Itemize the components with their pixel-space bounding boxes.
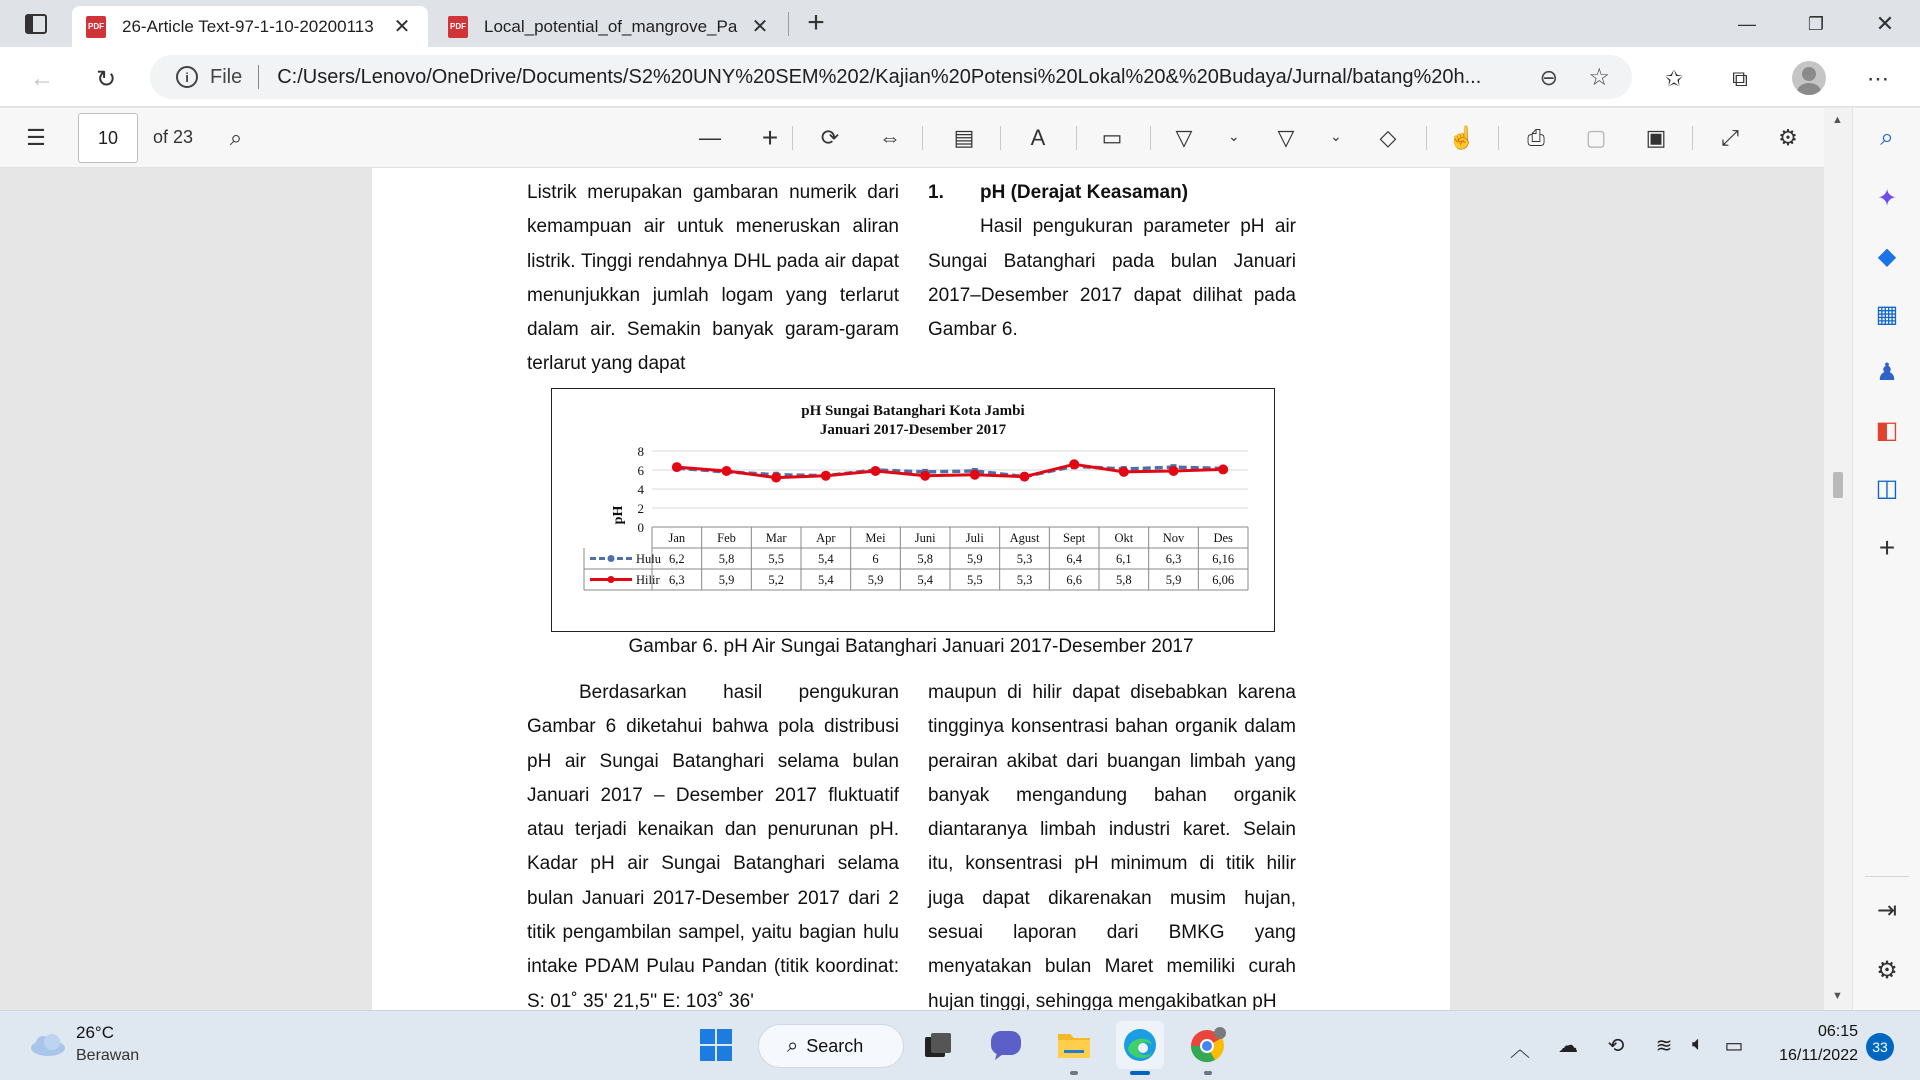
page-number-input[interactable]: 10 xyxy=(78,113,138,163)
right-column-top xyxy=(928,176,1296,347)
pdf-toolbar xyxy=(0,108,1824,168)
chevron-down-icon[interactable]: ⌄ xyxy=(1228,128,1240,144)
tab-article-text[interactable] xyxy=(72,6,428,47)
data-point xyxy=(722,466,732,476)
add-icon[interactable]: + xyxy=(1878,532,1896,563)
url-scheme: File xyxy=(210,65,243,88)
data-point xyxy=(970,470,980,480)
chart xyxy=(552,389,1274,631)
minimize-button[interactable]: — xyxy=(1738,13,1756,34)
figure-chart xyxy=(551,388,1275,632)
volume-icon[interactable]: 🔈︎ xyxy=(1692,1033,1704,1055)
x-tick-label: Apr xyxy=(816,531,836,545)
data-point xyxy=(920,471,930,481)
tab-divider xyxy=(788,12,789,36)
data-label: 5,9 xyxy=(867,573,884,587)
toolbar-divider xyxy=(1498,126,1499,150)
eraser-icon[interactable]: ◇ xyxy=(1379,125,1397,150)
close-icon[interactable]: ✕ xyxy=(393,16,411,38)
zoom-in-icon[interactable]: + xyxy=(761,122,779,153)
series-line-hilir xyxy=(677,464,1223,477)
games-icon[interactable]: ♟ xyxy=(1876,358,1898,386)
scrollbar-thumb[interactable] xyxy=(1833,472,1843,498)
file-explorer-button[interactable] xyxy=(1050,1021,1098,1069)
edge-sidebar xyxy=(1852,108,1920,1010)
pdf-viewer[interactable] xyxy=(0,168,1824,1010)
contents-icon[interactable]: ☰ xyxy=(26,125,46,150)
print-icon[interactable]: ⎙ xyxy=(1527,125,1545,150)
clock-date[interactable]: 16/11/2022 xyxy=(1779,1047,1858,1064)
tab-local-potential[interactable] xyxy=(434,6,786,47)
x-tick-label: Mar xyxy=(765,531,787,545)
page-total: of 23 xyxy=(153,127,194,147)
data-point xyxy=(821,471,831,481)
shopping-icon[interactable]: ◆ xyxy=(1877,242,1897,270)
section-heading xyxy=(928,176,1296,210)
chart-subtitle: Januari 2017-Desember 2017 xyxy=(819,422,1007,438)
save-as-icon[interactable]: ▣ xyxy=(1645,125,1667,150)
task-view-button[interactable] xyxy=(914,1021,962,1069)
avatar[interactable] xyxy=(1792,61,1826,95)
chrome-icon xyxy=(1189,1026,1227,1064)
data-point xyxy=(672,462,682,472)
data-label: 6,1 xyxy=(1116,552,1132,566)
text-box-icon[interactable]: ▭ xyxy=(1101,125,1123,150)
toolbar-divider xyxy=(792,126,793,150)
sync-icon[interactable]: ⟲ xyxy=(1607,1035,1625,1057)
pdf-icon: PDF xyxy=(86,16,106,38)
paragraph: Hasil pengukuran parameter pH air Sungai Batanghari pada bulan Januari 2017–Desember 2017 dapat dilihat pada Gambar 6. xyxy=(928,216,1296,341)
chat-icon xyxy=(989,1029,1023,1061)
chrome-button[interactable] xyxy=(1184,1021,1232,1069)
left-column-bottom xyxy=(527,676,899,1010)
legend-marker xyxy=(608,555,615,562)
vertical-scrollbar[interactable] xyxy=(1824,108,1852,1010)
figure-caption: Gambar 6. pH Air Sungai Batanghari Januari 2017-Desember 2017 xyxy=(628,636,1194,657)
data-point xyxy=(1020,472,1030,482)
data-label: 5,4 xyxy=(818,573,834,587)
paragraph: maupun di hilir dapat disebabkan karena tingginya konsentrasi bahan organik dalam perairan akibat dari buangan limbah yang banyak mengandung bahan organik diantaranya limbah industri karet. Selain itu, konsentrasi pH minimum di titik hilir juga dapat dikarenakan musim hujan, sesuai laporan dari BMKG yang menyatakan bulan Maret memiliki curah hujan tinggi, sehingga mengakibatkan pH xyxy=(928,682,1296,1010)
x-tick-label: Feb xyxy=(717,531,736,545)
tools-icon[interactable]: ▦ xyxy=(1875,300,1899,328)
x-tick-label: Des xyxy=(1213,531,1233,545)
read-aloud-icon[interactable]: A xyxy=(1030,125,1046,150)
add-favorite-icon[interactable]: ☆ xyxy=(1588,64,1610,91)
data-label: 5,8 xyxy=(1116,573,1132,587)
left-column-top xyxy=(527,176,899,382)
x-tick-label: Nov xyxy=(1162,531,1185,545)
x-tick-label: Jan xyxy=(668,531,686,545)
toolbar-divider xyxy=(1426,126,1427,150)
edge-icon xyxy=(1122,1027,1158,1063)
data-label: 5,9 xyxy=(718,573,735,587)
data-label: 5,4 xyxy=(818,552,834,566)
notification-badge[interactable]: 33 xyxy=(1866,1033,1894,1061)
x-tick-label: Sept xyxy=(1063,531,1086,545)
fit-width-icon[interactable]: ⇔ xyxy=(879,125,901,150)
clock-time[interactable]: 06:15 xyxy=(1817,1023,1858,1040)
paragraph: Berdasarkan hasil pengukuran Gambar 6 diketahui bahwa pola distribusi pH air Sungai Batanghari selama bulan Januari 2017 – Desember 2017 fluktuatif atau terjadi kenaikan dan penurunan pH. Kadar pH air Sungai Batanghari selama bulan Januari 2017-Desember 2017 dari 2 titik pengambilan sampel, yaitu bagian hulu intake PDAM Pulau Pandan (titik koordinat: S: 01˚ 35' 21,5'' E: 103˚ 36' xyxy=(527,682,899,1010)
pdf-page xyxy=(372,168,1450,1010)
x-tick-label: Juni xyxy=(914,531,936,545)
data-label: 5,3 xyxy=(1016,573,1033,587)
edge-button[interactable] xyxy=(1116,1021,1164,1069)
highlight-icon[interactable]: ▽ xyxy=(1277,125,1295,150)
page-view-icon[interactable]: ▤ xyxy=(953,125,975,150)
taskbar-search[interactable] xyxy=(758,1024,904,1068)
data-label: 6,2 xyxy=(669,552,685,566)
cloud-icon[interactable] xyxy=(28,1033,66,1057)
data-label: 6,4 xyxy=(1066,552,1082,566)
data-label: 5,5 xyxy=(768,552,784,566)
running-indicator xyxy=(1204,1071,1212,1075)
paragraph: Listrik merupakan gambaran numerik dari kemampuan air untuk meneruskan aliran listrik. Tinggi rendahnya DHL pada air dapat menunjukkan jumlah logam yang terlarut dalam air. Semakin banyak garam-garam terlarut yang dapat xyxy=(527,182,899,375)
discover-icon[interactable]: ✦ xyxy=(1876,184,1898,212)
teams-chat-button[interactable] xyxy=(982,1021,1030,1069)
y-axis-label: pH xyxy=(611,505,626,525)
data-point xyxy=(1169,466,1179,476)
toolbar-divider xyxy=(1076,126,1077,150)
data-label: 5,8 xyxy=(917,552,933,566)
more-options-icon[interactable]: ⋯ xyxy=(1867,66,1889,91)
chart-title: pH Sungai Batanghari Kota Jambi xyxy=(801,403,1025,419)
tab-title: Local_potential_of_mangrove_Pa xyxy=(484,16,738,36)
navigation-bar xyxy=(0,47,1920,107)
x-tick-label: Juli xyxy=(965,531,984,545)
close-window-button[interactable]: ✕ xyxy=(1875,11,1895,36)
fullscreen-icon[interactable]: ⤢ xyxy=(1721,125,1739,150)
legend-marker xyxy=(608,576,615,583)
weather-temperature[interactable]: 26°C xyxy=(76,1023,114,1042)
tab-actions-icon xyxy=(25,14,47,34)
running-indicator xyxy=(1070,1071,1078,1075)
back-button[interactable]: ← xyxy=(30,65,54,92)
section-number: 1. xyxy=(928,182,944,203)
folder-icon xyxy=(1056,1030,1092,1060)
data-label: 5,3 xyxy=(1016,552,1033,566)
info-icon[interactable]: i xyxy=(176,66,198,88)
data-label: 6,6 xyxy=(1066,573,1082,587)
search-icon[interactable]: ⌕ xyxy=(1880,124,1894,151)
y-tick-label: 0 xyxy=(637,520,644,535)
zoom-out-icon[interactable]: — xyxy=(699,125,721,150)
windows-icon xyxy=(699,1028,733,1062)
address-divider xyxy=(258,65,259,89)
data-label: 6,06 xyxy=(1212,573,1235,587)
onedrive-icon[interactable]: ☁ xyxy=(1558,1035,1578,1057)
data-label: 5,9 xyxy=(967,552,983,566)
y-tick-label: 4 xyxy=(637,482,644,497)
data-point xyxy=(1119,467,1129,477)
sidebar-settings-icon[interactable]: ⚙ xyxy=(1876,956,1898,984)
toolbar-divider xyxy=(922,126,923,150)
search-icon: ⌕ xyxy=(787,1034,799,1057)
search-label: Search xyxy=(806,1035,864,1056)
chevron-up-icon[interactable]: ︿ xyxy=(1510,1039,1530,1061)
data-label: 5,8 xyxy=(718,552,735,566)
data-label: 6 xyxy=(872,552,879,566)
toolbar-divider xyxy=(1000,126,1001,150)
close-icon[interactable]: ✕ xyxy=(751,16,769,38)
right-column-bottom xyxy=(928,676,1296,1010)
outlook-icon[interactable]: ◫ xyxy=(1875,474,1899,502)
running-indicator xyxy=(1130,1071,1150,1075)
start-button[interactable] xyxy=(692,1021,740,1069)
rotate-icon[interactable]: ⟳ xyxy=(820,125,840,150)
save-icon[interactable]: ▢ xyxy=(1585,125,1607,150)
draw-icon[interactable]: ▽ xyxy=(1175,125,1193,150)
data-label: 5,9 xyxy=(1165,573,1182,587)
wifi-icon[interactable]: ≋ xyxy=(1655,1035,1673,1057)
taskbar xyxy=(0,1010,1920,1080)
data-label: 6,3 xyxy=(669,573,685,587)
new-tab-button[interactable]: + xyxy=(807,6,825,39)
y-tick-label: 6 xyxy=(637,463,644,478)
address-bar[interactable] xyxy=(150,55,1632,99)
pdf-icon: PDF xyxy=(448,16,468,38)
zoom-out-icon[interactable]: ⊖ xyxy=(1539,65,1558,90)
y-tick-label: 2 xyxy=(637,501,644,516)
office-icon[interactable]: ◧ xyxy=(1875,416,1899,444)
restore-button[interactable]: ❐ xyxy=(1807,13,1825,34)
toolbar-divider xyxy=(1692,126,1693,150)
data-point xyxy=(771,473,781,483)
tab-strip xyxy=(0,0,1920,47)
legend-label: Hulu xyxy=(636,552,661,566)
favorites-icon[interactable]: ✩ xyxy=(1664,66,1684,91)
touch-write-icon[interactable]: ☝ xyxy=(1448,125,1476,150)
settings-icon[interactable]: ⚙ xyxy=(1778,125,1798,150)
data-label: 5,5 xyxy=(967,573,983,587)
x-tick-label: Agust xyxy=(1009,531,1040,545)
x-tick-label: Mei xyxy=(865,531,886,545)
data-point xyxy=(1218,464,1228,474)
data-point xyxy=(871,466,881,476)
data-point xyxy=(1069,459,1079,469)
url-text[interactable]: C:/Users/Lenovo/OneDrive/Documents/S2%20UNY%20SEM%202/Kajian%20Potensi%20Lokal%20&%20Budaya/Jurnal/batang%20h... xyxy=(277,65,1482,88)
refresh-button[interactable]: ↻ xyxy=(95,65,117,93)
data-label: 6,3 xyxy=(1165,552,1182,566)
data-label: 6,16 xyxy=(1212,552,1235,566)
scroll-down-icon[interactable]: ▼ xyxy=(1832,990,1843,1002)
x-tick-label: Okt xyxy=(1114,531,1134,545)
section-title: pH (Derajat Keasaman) xyxy=(980,182,1189,203)
weather-description[interactable]: Berawan xyxy=(76,1047,140,1064)
legend-label: Hilir xyxy=(636,573,660,587)
sidebar-divider xyxy=(1865,876,1909,877)
data-label: 5,4 xyxy=(917,573,933,587)
hide-sidebar-icon[interactable]: ⇥ xyxy=(1876,896,1898,924)
tab-actions-button[interactable] xyxy=(14,10,58,38)
battery-icon[interactable]: ▭ xyxy=(1724,1035,1744,1057)
collections-icon[interactable]: ⧉ xyxy=(1732,66,1748,91)
tab-title: 26-Article Text-97-1-10-20200113 xyxy=(122,16,374,36)
toolbar-divider xyxy=(1150,126,1151,150)
y-tick-label: 8 xyxy=(637,444,644,459)
task-view-icon xyxy=(923,1031,953,1059)
chevron-down-icon[interactable]: ⌄ xyxy=(1330,128,1342,144)
search-icon[interactable]: ⌕ xyxy=(229,125,243,150)
data-label: 5,2 xyxy=(768,573,784,587)
scroll-up-icon[interactable]: ▲ xyxy=(1832,114,1843,126)
